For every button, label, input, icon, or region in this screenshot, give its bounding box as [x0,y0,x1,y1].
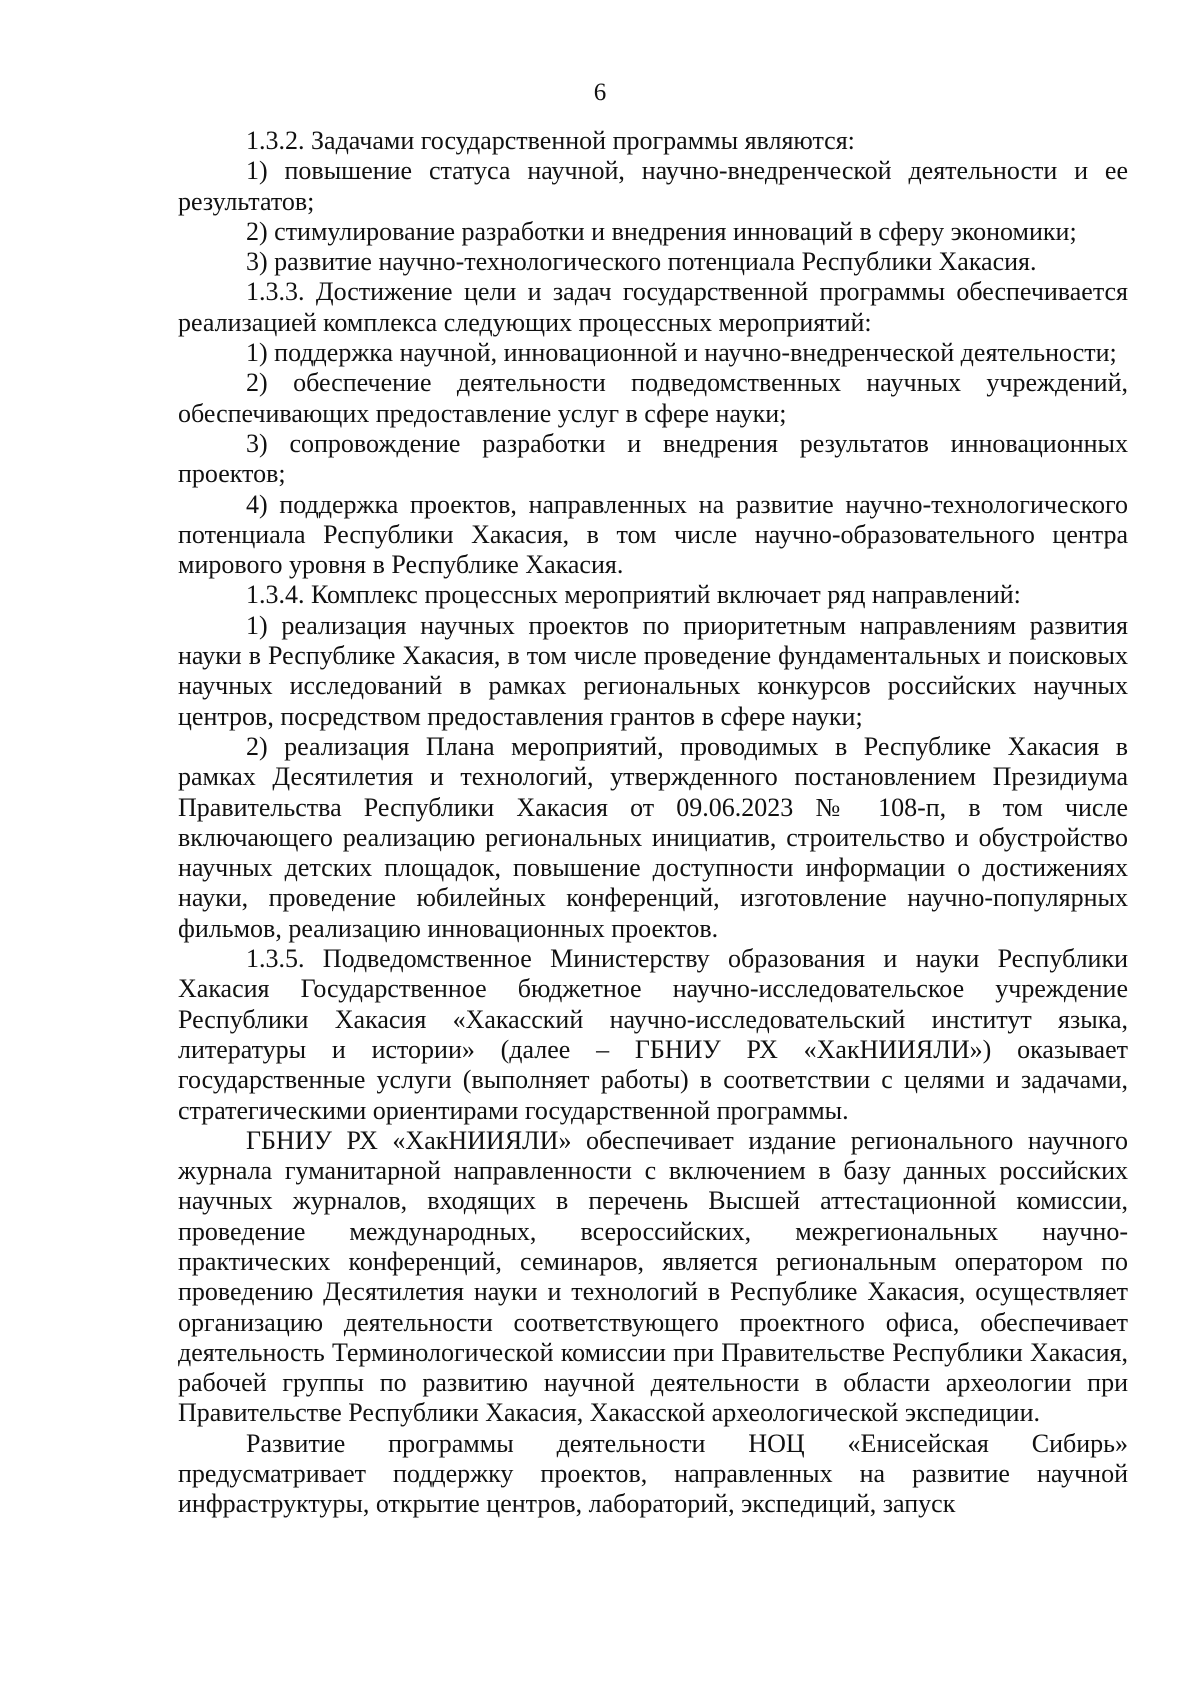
paragraph-1-3-5: 1.3.5. Подведомственное Министерству образования и науки Республики Хакасия Государственное бюджетное научно-исследовательское учреждение Республики Хакасия «Хакасский научно-исследовательский институт языка, литературы и истории» (далее – ГБНИУ РХ «ХакНИИЯЛИ») оказывает государственные услуги (выполняет работы) в соответствии с целями и задачами, стратегическими ориентирами государственной программы. [178,944,1128,1125]
document-body [178,126,1128,1520]
paragraph-measure-4: 4) поддержка проектов, направленных на развитие научно-технологического потенциала Республики Хакасия, в том числе научно-образовательного центра мирового уровня в Республике Хакасия. [178,489,1128,580]
page-number: 6 [593,79,607,106]
paragraph-1-3-3: 1.3.3. Достижение цели и задач государственной программы обеспечивается реализацией комплекса следующих процессных мероприятий: [178,277,1128,337]
paragraph-direction-2: 2) реализация Плана мероприятий, проводимых в Республике Хакасия в рамках Десятилетия и технологий, утвержденного постановлением Президиума Правительства Республики Хакасия от 09.06.2023 № 108-п, в том числе включающего реализацию региональных инициатив, строительство и обустройство научных детских площадок, повышение доступности информации о достижениях науки, проведение юбилейных конференций, изготовление научно-популярных фильмов, реализацию инновационных проектов. [178,731,1128,943]
paragraph-1-3-2: 1.3.2. Задачами государственной программы являются: [246,126,855,155]
paragraph-1-3-4: 1.3.4. Комплекс процессных мероприятий включает ряд направлений: [246,580,1021,610]
paragraph-measure-3: 3) сопровождение разработки и внедрения результатов инновационных проектов; [178,428,1128,489]
paragraph-measure-2: 2) обеспечение деятельности подведомственных научных учреждений, обеспечивающих предоставление услуг в сфере науки; [178,368,1128,428]
paragraph-task-2: 2) стимулирование разработки и внедрения инноваций в сферу экономики; [246,216,1077,246]
paragraph-noc: Развитие программы деятельности НОЦ «Енисейская Сибирь» предусматривает поддержку проектов, направленных на развитие научной инфраструктуры, открытие центров, лабораторий, экспедиций, запуск [178,1428,1128,1519]
paragraph-measure-1: 1) поддержка научной, инновационной и научно-внедренческой деятельности; [246,338,1117,368]
paragraph-task-3: 3) развитие научно-технологического потенциала Республики Хакасия. [246,247,1037,277]
paragraph-direction-1: 1) реализация научных проектов по приоритетным направлениям развития науки в Республике Хакасия, в том числе проведение фундаментальных и поисковых научных исследований в рамках региональных конкурсов российских научных центров, посредством предоставления грантов в сфере науки; [178,610,1128,731]
paragraph-gbniu: ГБНИУ РХ «ХакНИИЯЛИ» обеспечивает издание регионального научного журнала гуманитарной направленности с включением в базу данных российских научных журналов, входящих в перечень Высшей аттестационной комиссии, проведение международных, всероссийских, межрегиональных научно-практических конференций, семинаров, является региональным оператором по проведению Десятилетия науки и технологий в Республике Хакасия, осуществляет организацию деятельности соответствующего проектного офиса, обеспечивает деятельность Терминологической комиссии при Правительстве Республики Хакасия, рабочей группы по развитию научной деятельности в области археологии при Правительстве Республики Хакасия, Хакасской археологической экспедиции. [178,1125,1128,1428]
paragraph-task-1: 1) повышение статуса научной, научно-внедренческой деятельности и ее результатов; [178,156,1128,216]
